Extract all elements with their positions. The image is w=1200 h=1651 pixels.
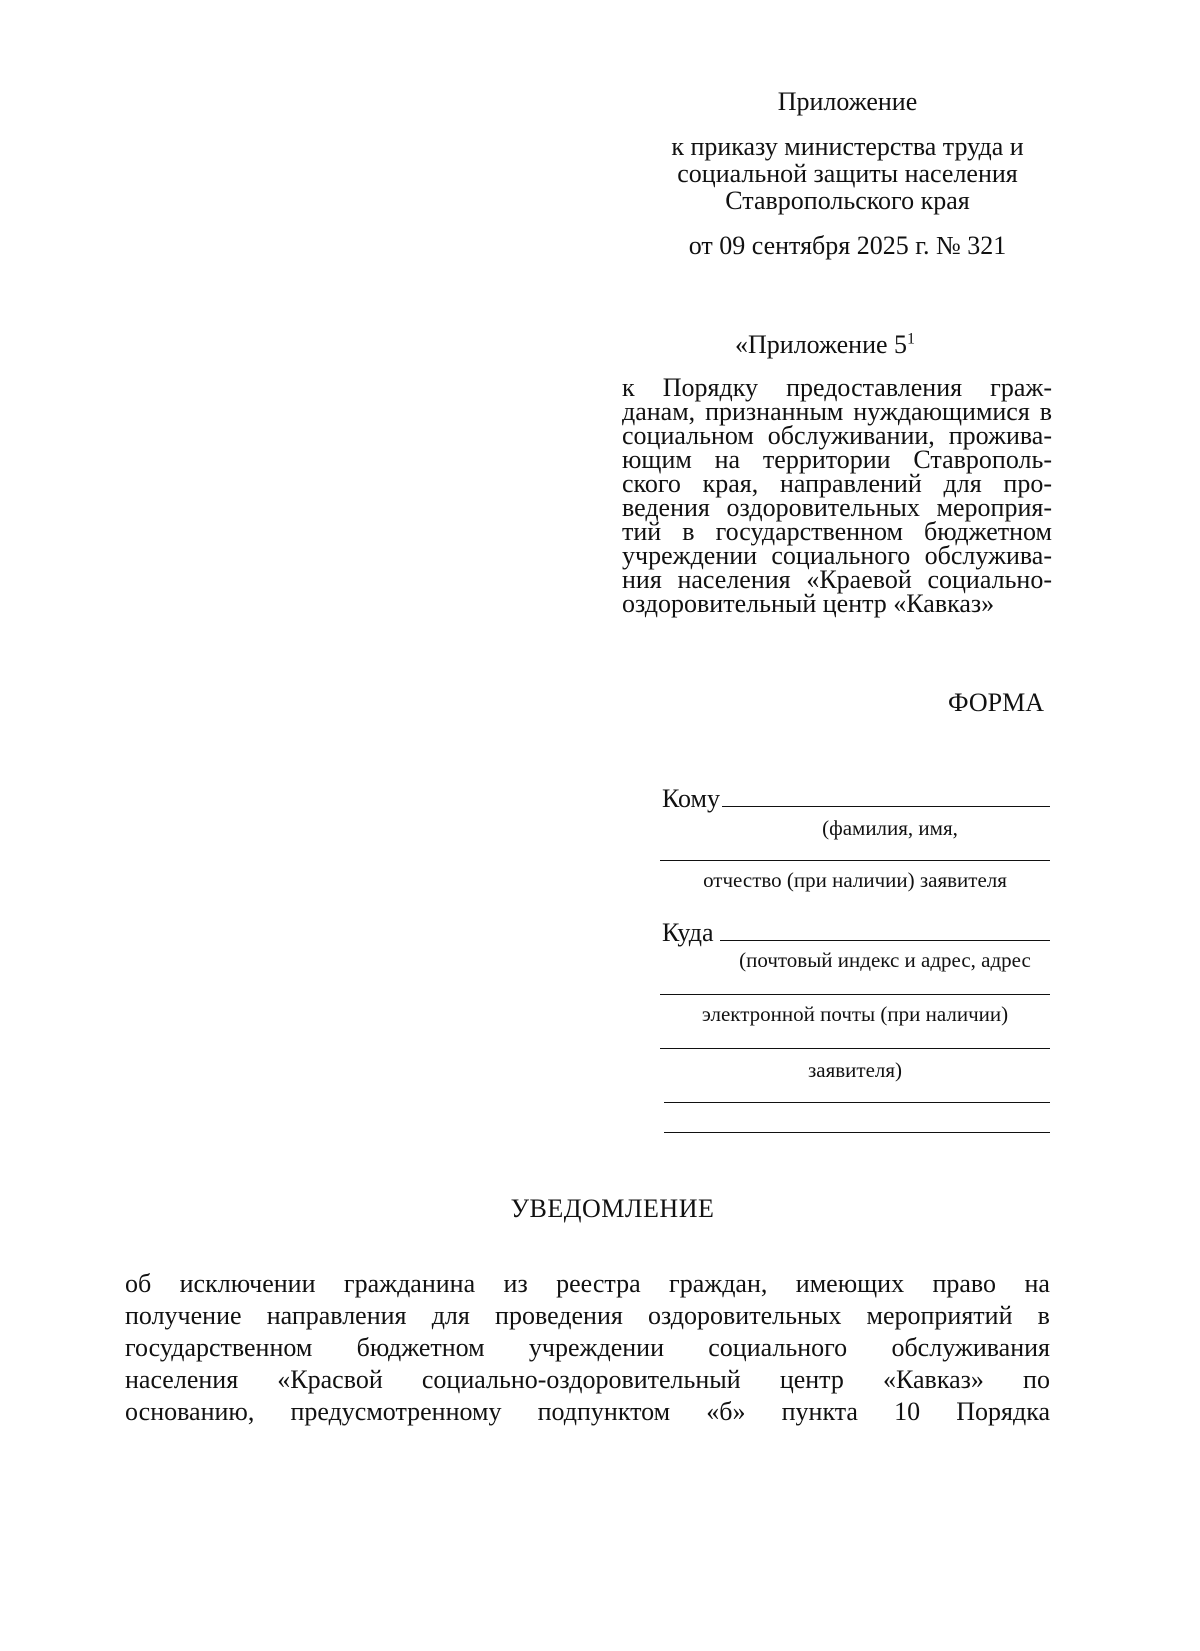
notice-word: основанию, bbox=[125, 1397, 255, 1426]
where-hint-2: электронной почты (при наличии) bbox=[701, 1002, 1009, 1026]
notice-word: получение bbox=[125, 1301, 242, 1330]
notice-word: право bbox=[932, 1269, 997, 1298]
notice-body-line bbox=[125, 1268, 1050, 1300]
notice-word: граждан, bbox=[669, 1269, 768, 1298]
notice-word: пункта bbox=[781, 1397, 858, 1426]
notice-word: социально-оздоровительный bbox=[421, 1365, 741, 1394]
sub-appendix-label-sup: 1 bbox=[907, 330, 916, 348]
to-field-line-2 bbox=[660, 860, 1050, 861]
notice-word: учреждении bbox=[528, 1333, 664, 1362]
appendix-header bbox=[640, 88, 1055, 259]
notice-word: государственном bbox=[125, 1333, 313, 1362]
notice-word: подпунктом bbox=[537, 1397, 671, 1426]
notice-body-line bbox=[125, 1300, 1050, 1332]
notice-body-line bbox=[125, 1364, 1050, 1396]
notice-word: «б» bbox=[706, 1397, 746, 1426]
notice-word: предусмотренному bbox=[290, 1397, 502, 1426]
where-hint-3: заявителя) bbox=[807, 1058, 903, 1082]
notice-body-line bbox=[125, 1396, 1050, 1428]
sub-appendix-line: ведения оздоровительных мероприя- bbox=[622, 493, 1052, 522]
sub-appendix-line: социальном обслуживании, прожива- bbox=[622, 421, 1052, 450]
order-ref-line: социальной защиты населения bbox=[677, 159, 1018, 188]
sub-appendix-line: данам, признанным нуждающимися в bbox=[622, 397, 1052, 426]
to-label: Кому bbox=[662, 784, 721, 813]
notice-word: для bbox=[431, 1301, 470, 1330]
notice-word: на bbox=[1024, 1269, 1050, 1298]
notice-word: оздоровительных bbox=[648, 1301, 842, 1330]
sub-appendix-line: ния населения «Краевой социально- bbox=[622, 565, 1052, 594]
notice-word: в bbox=[1037, 1301, 1050, 1330]
where-field-line bbox=[720, 940, 1050, 941]
where-label: Куда bbox=[662, 918, 714, 947]
notice-word: из bbox=[503, 1269, 528, 1298]
notice-word: проведения bbox=[495, 1301, 623, 1330]
sub-appendix-line: оздоровительный центр «Кавказ» bbox=[622, 589, 995, 618]
order-ref-line: к приказу министерства труда и bbox=[671, 132, 1024, 161]
notice-word: по bbox=[1023, 1365, 1050, 1394]
notice-word: обслуживания bbox=[891, 1333, 1050, 1362]
notice-word: имеющих bbox=[795, 1269, 905, 1298]
where-field-line-3 bbox=[660, 1048, 1050, 1049]
notice-word: мероприятий bbox=[866, 1301, 1013, 1330]
notice-word: направления bbox=[266, 1301, 407, 1330]
form-label: ФОРМА bbox=[948, 688, 1044, 717]
where-field-line-5 bbox=[664, 1132, 1050, 1133]
notice-word: населения bbox=[125, 1365, 239, 1394]
sub-appendix-label bbox=[735, 330, 915, 360]
sub-appendix-label-text: «Приложение 5 bbox=[735, 330, 908, 359]
notice-word: исключении bbox=[179, 1269, 316, 1298]
sub-appendix-line: к Порядку предоставления граж- bbox=[622, 373, 1052, 402]
notice-word: об bbox=[125, 1269, 152, 1298]
where-field-line-4 bbox=[664, 1102, 1050, 1103]
to-field-line bbox=[722, 806, 1050, 807]
sub-appendix-line: ющим на территории Ставрополь- bbox=[622, 445, 1052, 474]
to-hint-2: отчество (при наличии) заявителя bbox=[703, 868, 1007, 892]
order-ref-line: Ставропольского края bbox=[725, 186, 970, 215]
sub-appendix-line: ского края, направлений для про- bbox=[622, 469, 1052, 498]
notice-body bbox=[125, 1268, 1050, 1428]
notice-word: Порядка bbox=[956, 1397, 1050, 1426]
notice-word: гражданина bbox=[343, 1269, 476, 1298]
order-date: от 09 сентября 2025 г. № 321 bbox=[688, 231, 1007, 260]
notice-word: бюджетном bbox=[356, 1333, 485, 1362]
where-hint-1: (почтовый индекс и адрес, адрес bbox=[739, 948, 1031, 972]
notice-word: «Красвой bbox=[277, 1365, 383, 1394]
notice-word: социального bbox=[708, 1333, 848, 1362]
where-field-line-2 bbox=[660, 994, 1050, 995]
notice-body-line bbox=[125, 1332, 1050, 1364]
appendix-label: Приложение bbox=[777, 87, 918, 116]
notice-word: реестра bbox=[556, 1269, 641, 1298]
to-hint-1: (фамилия, имя, bbox=[822, 816, 958, 840]
notice-word: 10 bbox=[894, 1397, 921, 1426]
notice-word: «Кавказ» bbox=[883, 1365, 984, 1394]
sub-appendix-line: тий в государственном бюджетном bbox=[622, 517, 1052, 546]
sub-appendix-line: учреждении социального обслужива- bbox=[622, 541, 1052, 570]
notice-word: центр bbox=[779, 1365, 844, 1394]
sub-appendix-text bbox=[622, 373, 1052, 618]
notice-title: УВЕДОМЛЕНИЕ bbox=[510, 1194, 715, 1223]
